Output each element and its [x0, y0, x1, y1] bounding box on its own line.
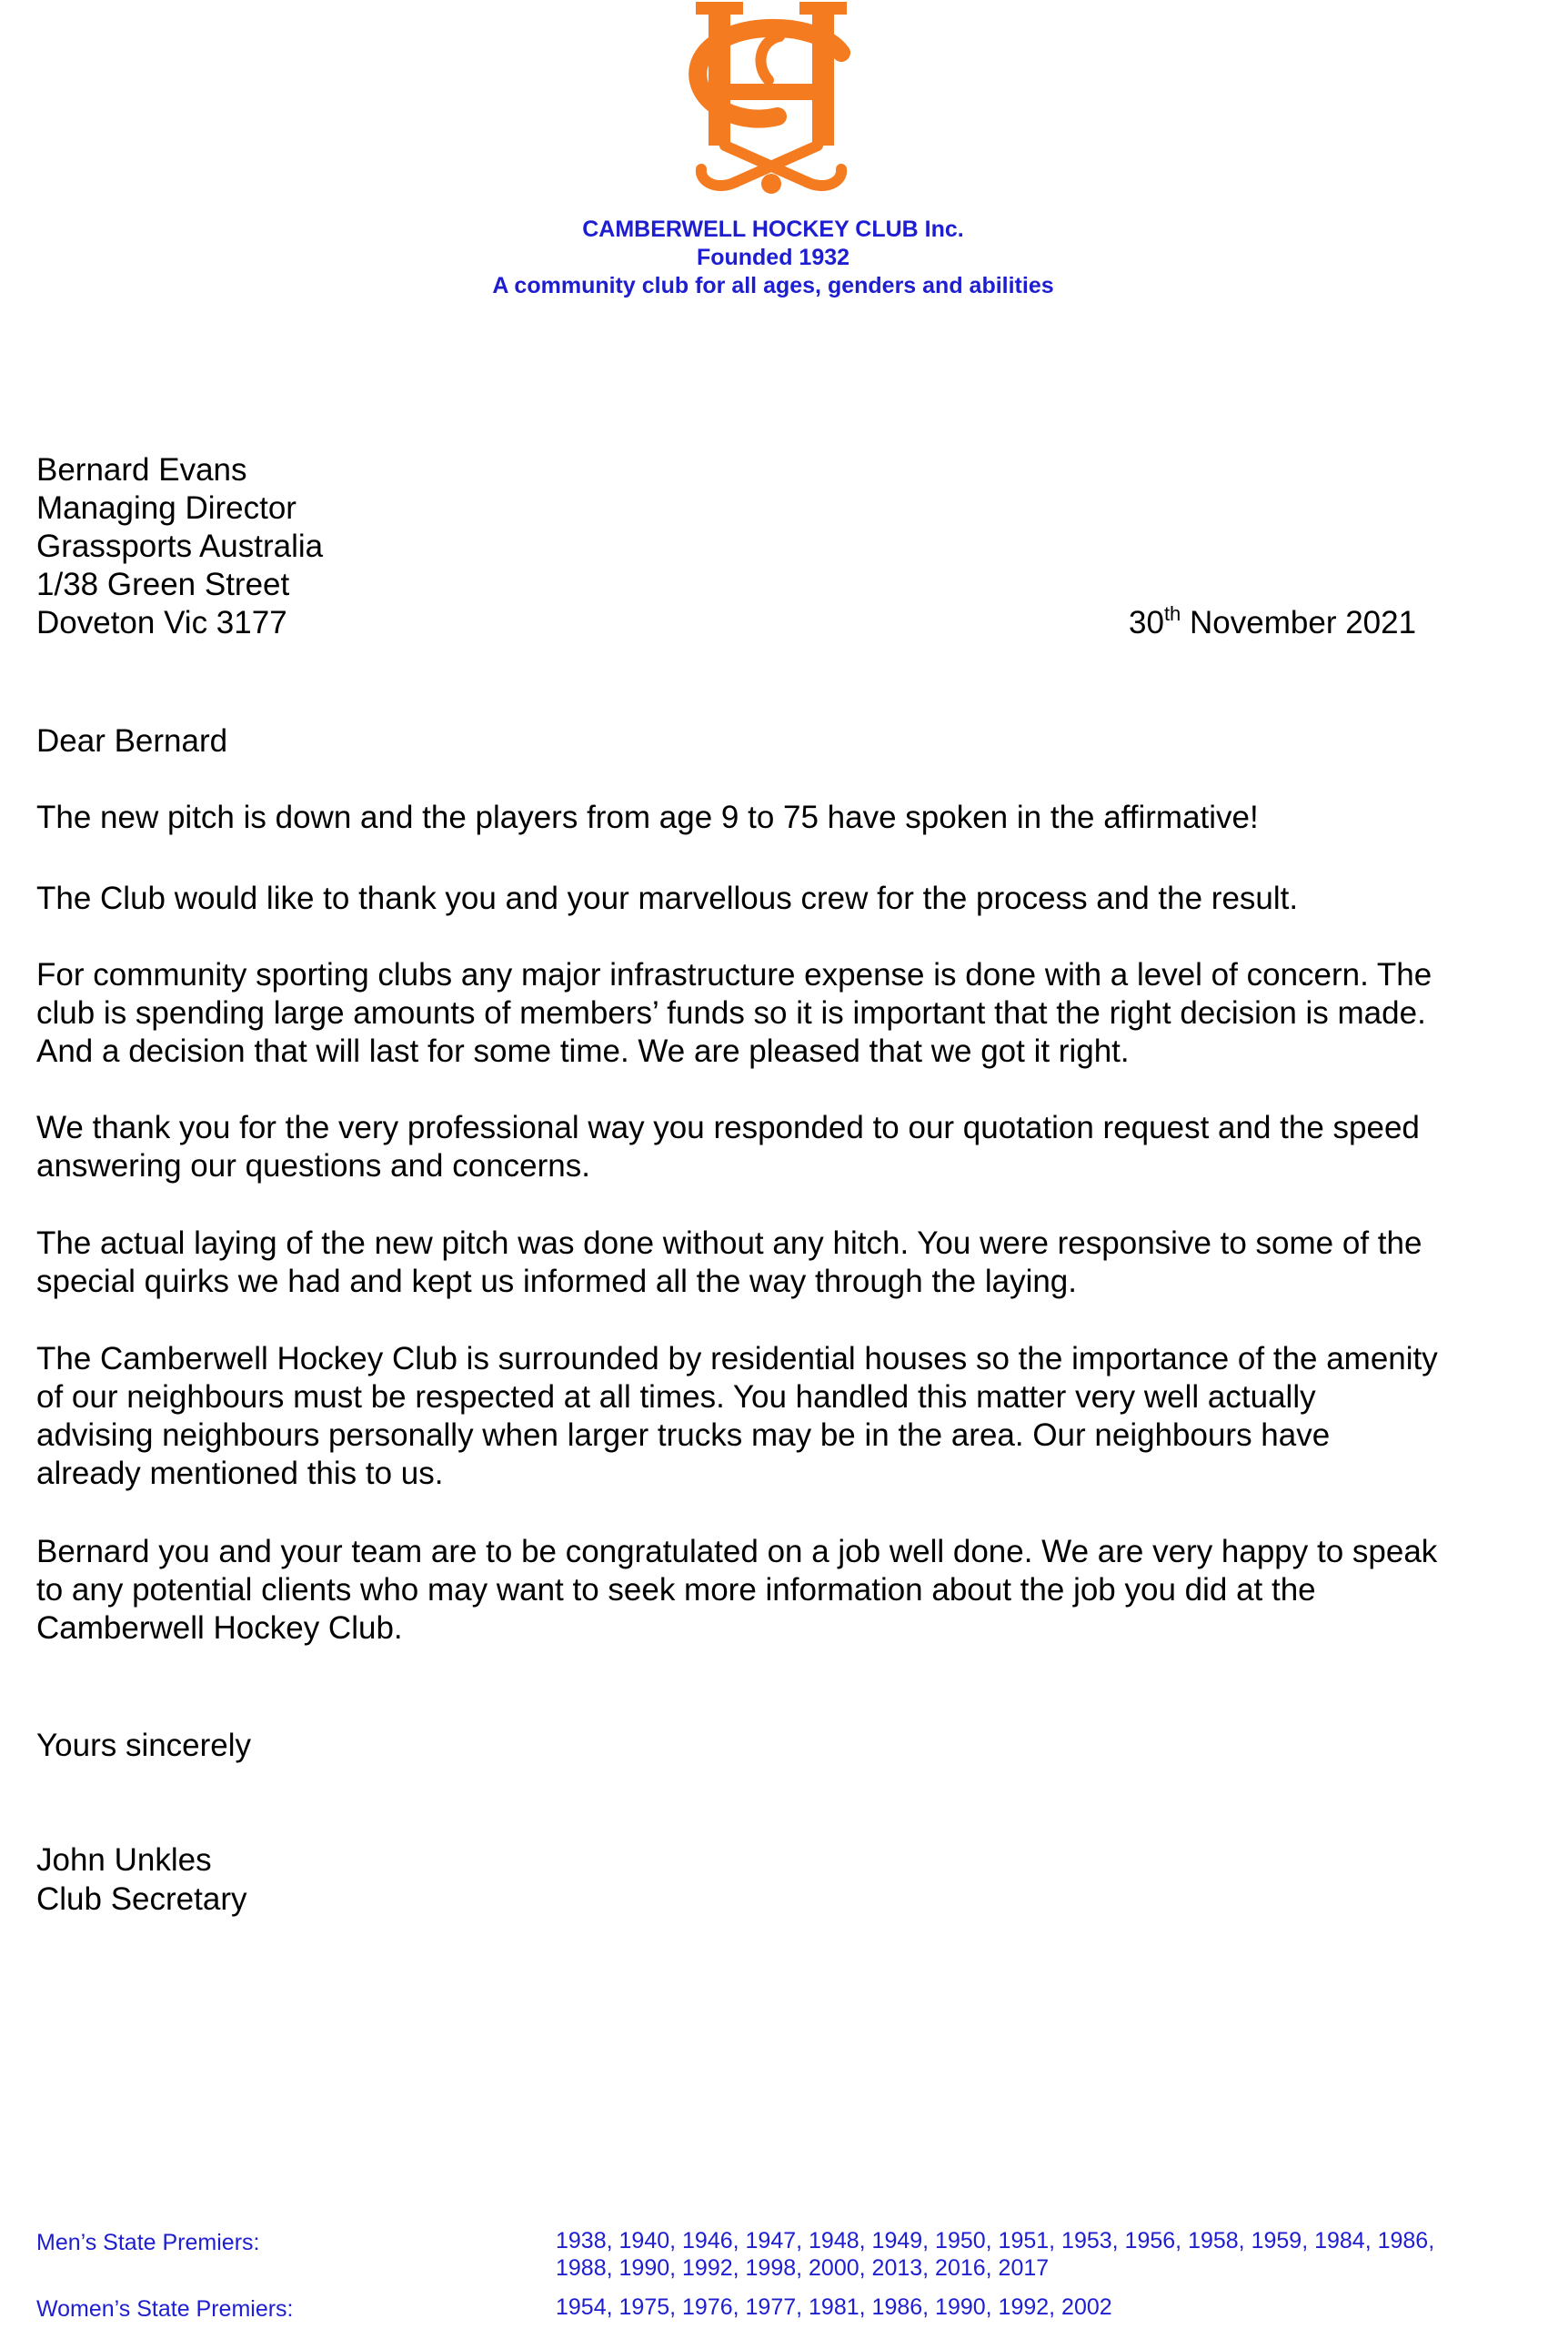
founded-line: Founded 1932	[696, 245, 850, 270]
paragraph-6	[36, 1340, 1546, 1493]
recipient-name: Bernard Evans	[36, 452, 247, 488]
club-name: CAMBERWELL HOCKEY CLUB Inc.	[582, 217, 964, 242]
paragraph-5	[36, 1225, 1546, 1301]
years-line: 1938, 1940, 1946, 1947, 1948, 1949, 1950, 1951, 1953, 1956, 1958, 1959, 1984, 1986,	[556, 2228, 1435, 2253]
recipient-city: Doveton Vic 3177	[36, 605, 287, 640]
date-suffix: th	[1163, 602, 1181, 625]
paragraph-line: The Camberwell Hockey Club is surrounded by residential houses so the importance of the amenity	[36, 1341, 1438, 1376]
paragraph-line: advising neighbours personally when larger trucks may be in the area. Our neighbours have	[36, 1417, 1331, 1453]
letter-date	[1129, 604, 1416, 642]
paragraph-line: For community sporting clubs any major infrastructure expense is done with a level of concern. The	[36, 957, 1432, 993]
paragraph-line: of our neighbours must be respected at all times. You handled this matter very well actually	[36, 1379, 1316, 1415]
paragraph-line: answering our questions and concerns.	[36, 1148, 590, 1184]
paragraph-line: already mentioned this to us.	[36, 1456, 444, 1491]
paragraph-line: And a decision that will last for some time. We are pleased that we got it right.	[36, 1033, 1130, 1069]
years-line: 1988, 1990, 1992, 1998, 2000, 2013, 2016, 2017	[556, 2255, 1050, 2281]
paragraph-line: The actual laying of the new pitch was done without any hitch. You were responsive to some of the	[36, 1225, 1422, 1261]
paragraph-line: special quirks we had and kept us informed all the way through the laying.	[36, 1264, 1077, 1299]
womens-premiers-label: Women’s State Premiers:	[36, 2296, 294, 2322]
club-tagline: A community club for all ages, genders and abilities	[492, 273, 1054, 298]
paragraph-line: We thank you for the very professional way you responded to our quotation request and the speed	[36, 1110, 1420, 1145]
paragraph-2	[36, 880, 1546, 918]
salutation: Dear Bernard	[36, 723, 228, 759]
mens-premiers-label: Men’s State Premiers:	[36, 2230, 260, 2255]
signatory-name: John Unkles	[36, 1842, 212, 1878]
paragraph-4	[36, 1109, 1546, 1185]
club-logo	[670, 0, 872, 198]
signatory-title: Club Secretary	[36, 1881, 247, 1917]
hockey-club-monogram-icon	[670, 0, 872, 198]
date-day: 30	[1129, 605, 1164, 640]
date-rest: November 2021	[1190, 605, 1417, 640]
paragraph-7	[36, 1533, 1546, 1648]
mens-premiers-years	[556, 2227, 1434, 2282]
recipient-title: Managing Director	[36, 490, 297, 526]
paragraph-line: Bernard you and your team are to be congratulated on a job well done. We are very happy to speak	[36, 1534, 1438, 1569]
paragraph-line: The Club would like to thank you and your marvellous crew for the process and the result.	[36, 881, 1299, 916]
paragraph-line: Camberwell Hockey Club.	[36, 1610, 403, 1646]
paragraph-line: club is spending large amounts of members’ funds so it is important that the right decision is made.	[36, 995, 1426, 1031]
paragraph-line: to any potential clients who may want to seek more information about the job you did at the	[36, 1572, 1316, 1608]
closing: Yours sincerely	[36, 1728, 252, 1763]
recipient-street: 1/38 Green Street	[36, 567, 290, 602]
years-line: 1954, 1975, 1976, 1977, 1981, 1986, 1990, 1992, 2002	[556, 2294, 1112, 2320]
paragraph-1	[36, 799, 1546, 837]
paragraph-3	[36, 956, 1546, 1071]
womens-premiers-years	[556, 2294, 1112, 2321]
recipient-company: Grassports Australia	[36, 529, 324, 564]
paragraph-line: The new pitch is down and the players from age 9 to 75 have spoken in the affirmative!	[36, 800, 1259, 835]
